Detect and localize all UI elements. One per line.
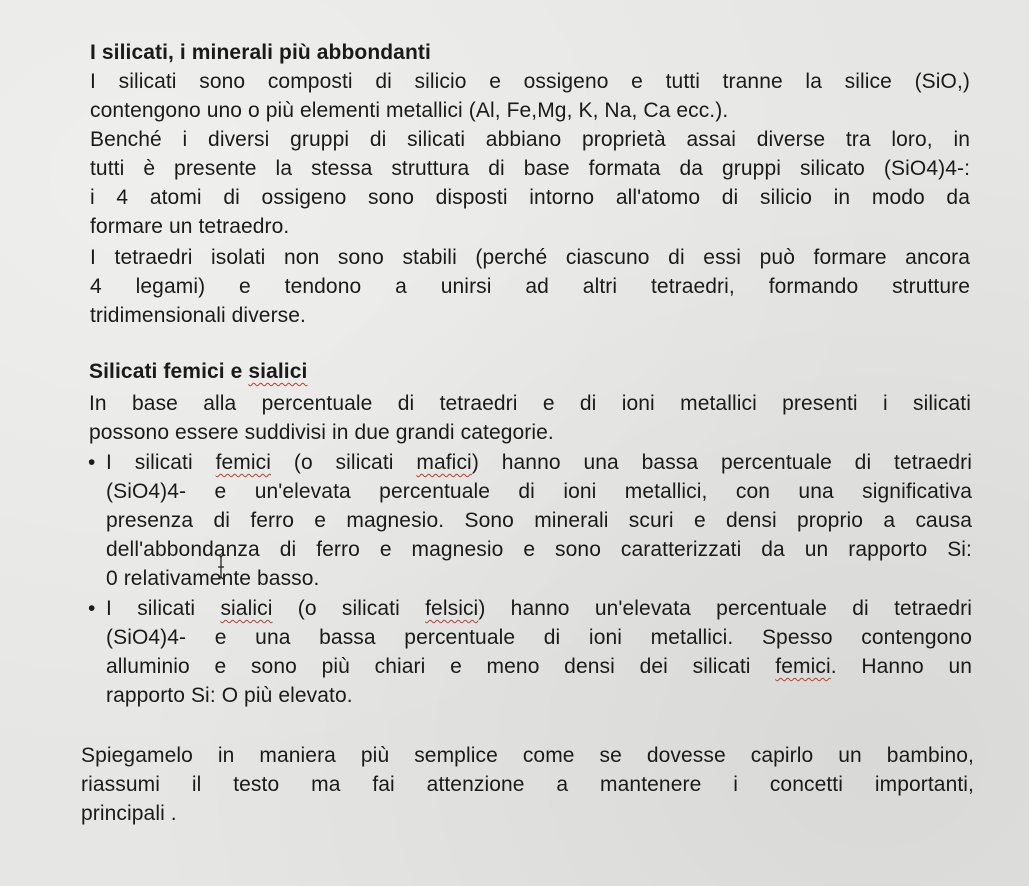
bullet-line: presenza di ferro e magnesio. Sono minerali scuri e densi proprio a causa bbox=[106, 509, 972, 532]
paragraph-line: possono essere suddivisi in due grandi categorie. bbox=[89, 421, 554, 444]
text-run: . Hanno un bbox=[830, 655, 973, 678]
bullet-line bbox=[106, 652, 972, 681]
bullet-line bbox=[106, 448, 972, 477]
bullet-line: dell'abbondanza di ferro e magnesio e sono caratterizzati da un rapporto Si: bbox=[106, 538, 972, 561]
paragraph-line: tutti è presente la stessa struttura di base formata da gruppi silicato (SiO4)4-: bbox=[90, 157, 970, 180]
paragraph-line: Benché i diversi gruppi di silicati abbiano proprietà assai diverse tra loro, in bbox=[90, 128, 970, 151]
bullet-line: 0 relativamente basso. bbox=[106, 567, 320, 590]
bullet-icon: • bbox=[88, 451, 96, 474]
request-line: principali . bbox=[81, 802, 177, 825]
bullet-line bbox=[106, 594, 972, 623]
text-run: (o silicati bbox=[271, 451, 417, 474]
paragraph-line: I silicati sono composti di silicio e ossigeno e tutti tranne la silice (SiO,) bbox=[90, 70, 970, 93]
bullet-line: rapporto Si: O più elevato. bbox=[106, 684, 353, 707]
misspelled-word: sialici bbox=[248, 360, 308, 383]
heading-part: Silicati femici e bbox=[89, 360, 249, 383]
misspelled-word: mafici bbox=[416, 451, 472, 474]
text-run: ) hanno un'elevata percentuale di tetraedri bbox=[478, 597, 973, 620]
bullet-line: (SiO4)4- e una bassa percentuale di ioni metallici. Spesso contengono bbox=[106, 626, 972, 649]
text-run: I silicati bbox=[106, 451, 216, 474]
text-run: (o silicati bbox=[272, 597, 426, 620]
heading-silicati: I silicati, i minerali più abbondanti bbox=[90, 41, 431, 64]
request-line: riassumi il testo ma fai attenzione a mantenere i concetti importanti, bbox=[81, 773, 974, 796]
paragraph-line: 4 legami) e tendono a unirsi ad altri tetraedri, formando strutture bbox=[90, 275, 970, 298]
misspelled-word: felsici bbox=[425, 597, 479, 620]
text-cursor-icon bbox=[216, 554, 226, 580]
paragraph-line: tridimensionali diverse. bbox=[90, 304, 306, 327]
text-run: ) hanno una bassa percentuale di tetraedri bbox=[471, 451, 972, 474]
misspelled-word: femici bbox=[775, 655, 831, 678]
paragraph-line: i 4 atomi di ossigeno sono disposti intorno all'atomo di silicio in modo da bbox=[90, 186, 970, 209]
bullet-line: (SiO4)4- e un'elevata percentuale di ioni metallici, con una significativa bbox=[106, 480, 972, 503]
paragraph-line: In base alla percentuale di tetraedri e di ioni metallici presenti i silicati bbox=[89, 392, 971, 415]
misspelled-word: sialici bbox=[220, 597, 273, 620]
paragraph-line: formare un tetraedro. bbox=[90, 215, 290, 238]
text-run: alluminio e sono più chiari e meno densi dei silicati bbox=[106, 655, 776, 678]
paragraph-line: I tetraedri isolati non sono stabili (perché ciascuno di essi può formare ancora bbox=[90, 246, 970, 269]
bullet-icon: • bbox=[88, 597, 96, 620]
misspelled-word: femici bbox=[215, 451, 272, 474]
paragraph-line: contengono uno o più elementi metallici (Al, Fe,Mg, K, Na, Ca ecc.). bbox=[90, 99, 729, 122]
heading-silicati-femici-sialici bbox=[89, 357, 307, 386]
request-line: Spiegamelo in maniera più semplice come se dovesse capirlo un bambino, bbox=[81, 744, 974, 767]
text-run: I silicati bbox=[106, 597, 221, 620]
